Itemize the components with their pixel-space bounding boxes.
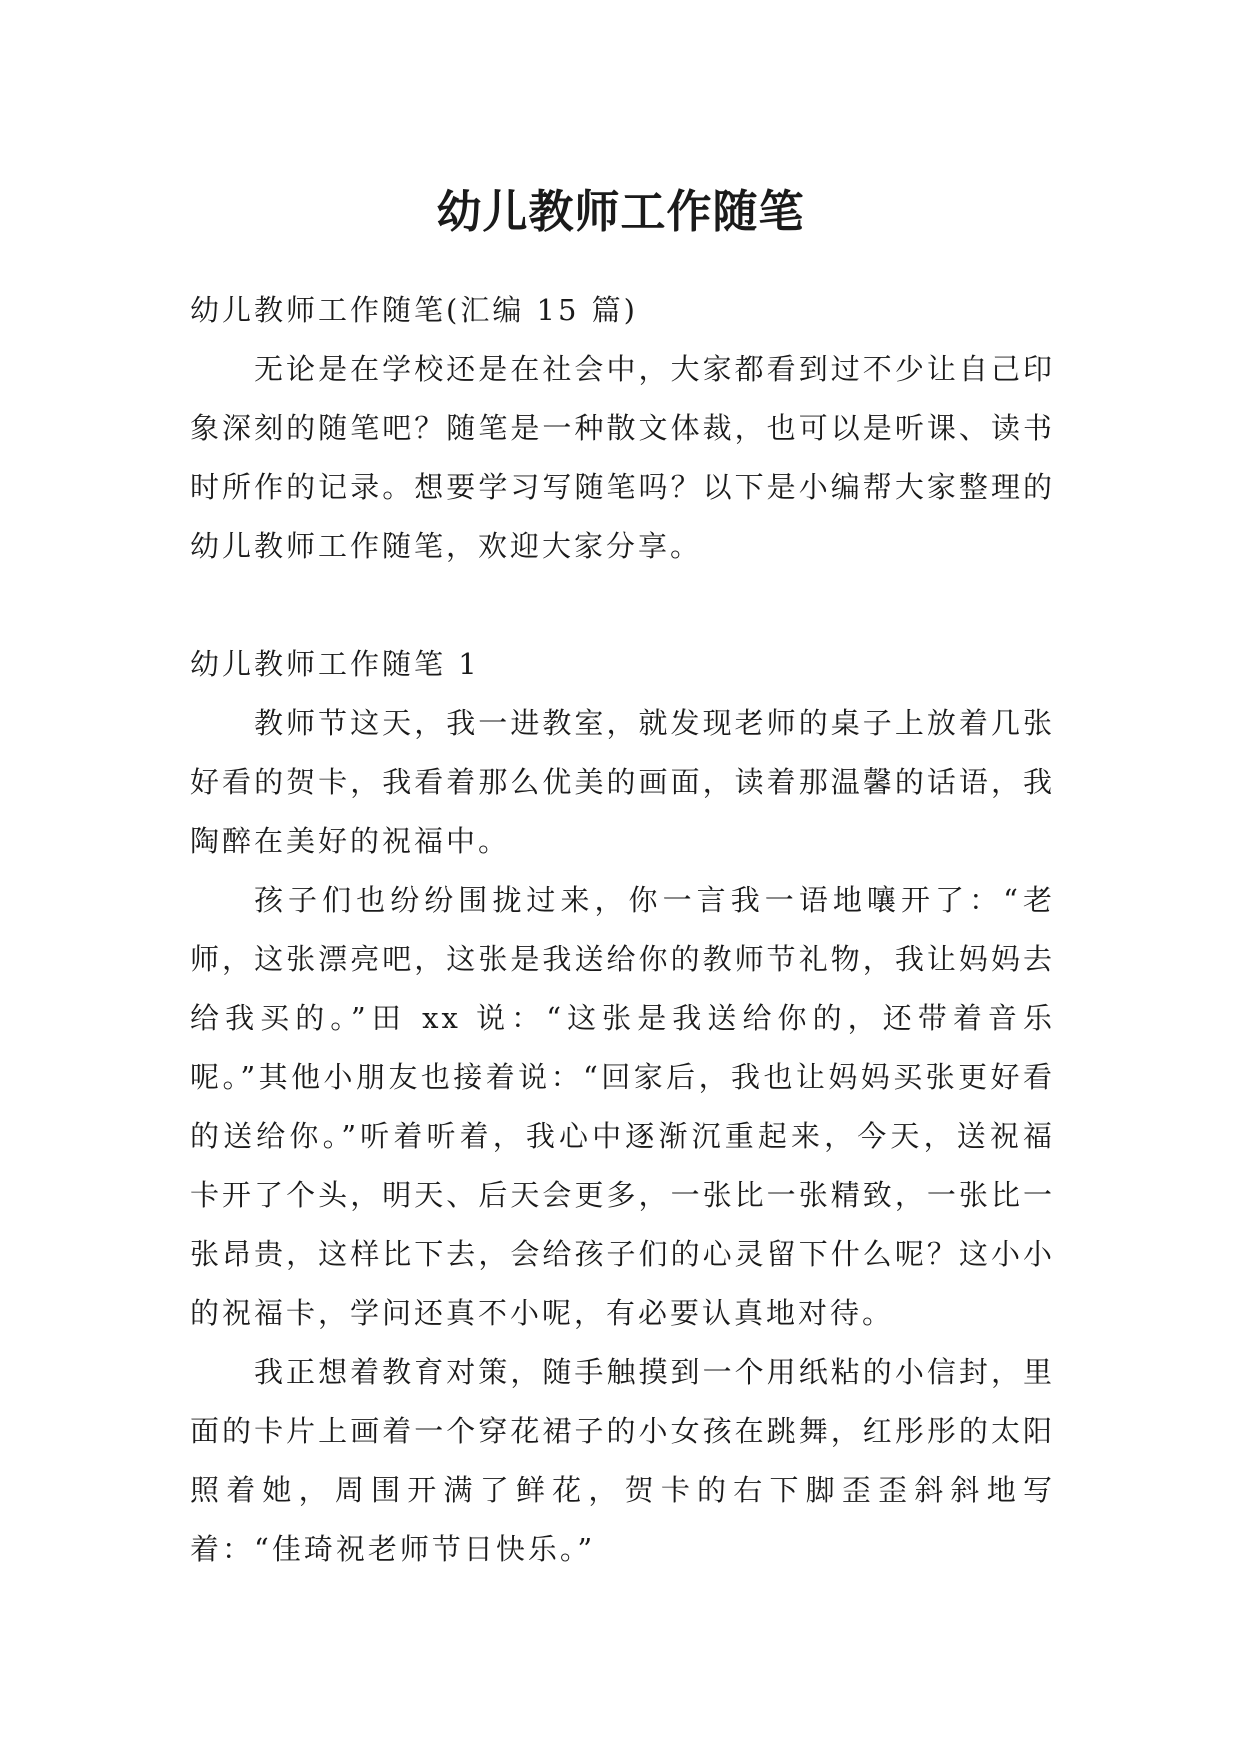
body-paragraph: 教师节这天，我一进教室，就发现老师的桌子上放着几张好看的贺卡，我看着那么优美的画面，读着那温馨的话语，我陶醉在美好的祝福中。 [190,706,1055,858]
intro-paragraph: 无论是在学校还是在社会中，大家都看到过不少让自己印象深刻的随笔吧？随笔是一种散文体裁，也可以是听课、读书时所作的记录。想要学习写随笔吗？以下是小编帮大家整理的幼儿教师工作随笔，欢迎大家分享。 [190,352,1055,563]
document-body [190,281,1055,1579]
body-paragraph: 孩子们也纷纷围拢过来，你一言我一语地嚷开了：“老师，这张漂亮吧，这张是我送给你的教师节礼物，我让妈妈去给我买的。”田 xx 说：“这张是我送给你的，还带着音乐呢。”其他小朋友也接着说：“回家后，我也让妈妈买张更好看的送给你。”听着听着，我心中逐渐沉重起来，今天，送祝福卡开了个头，明天、后天会更多，一张比一张精致，一张比一张昂贵，这样比下去，会给孩子们的心灵留下什么呢？这小小的祝福卡，学问还真不小呢，有必要认真地对待。 [190,883,1055,1330]
document-title: 幼儿教师工作随笔 [436,185,805,239]
body-paragraph: 我正想着教育对策，随手触摸到一个用纸粘的小信封，里面的卡片上画着一个穿花裙子的小女孩在跳舞，红彤彤的太阳照着她，周围开满了鲜花，贺卡的右下脚歪歪斜斜地写着：“佳琦祝老师节日快乐。” [190,1355,1055,1566]
document-subtitle: 幼儿教师工作随笔(汇编 15 篇) [190,293,638,327]
section-heading: 幼儿教师工作随笔 1 [190,647,480,681]
